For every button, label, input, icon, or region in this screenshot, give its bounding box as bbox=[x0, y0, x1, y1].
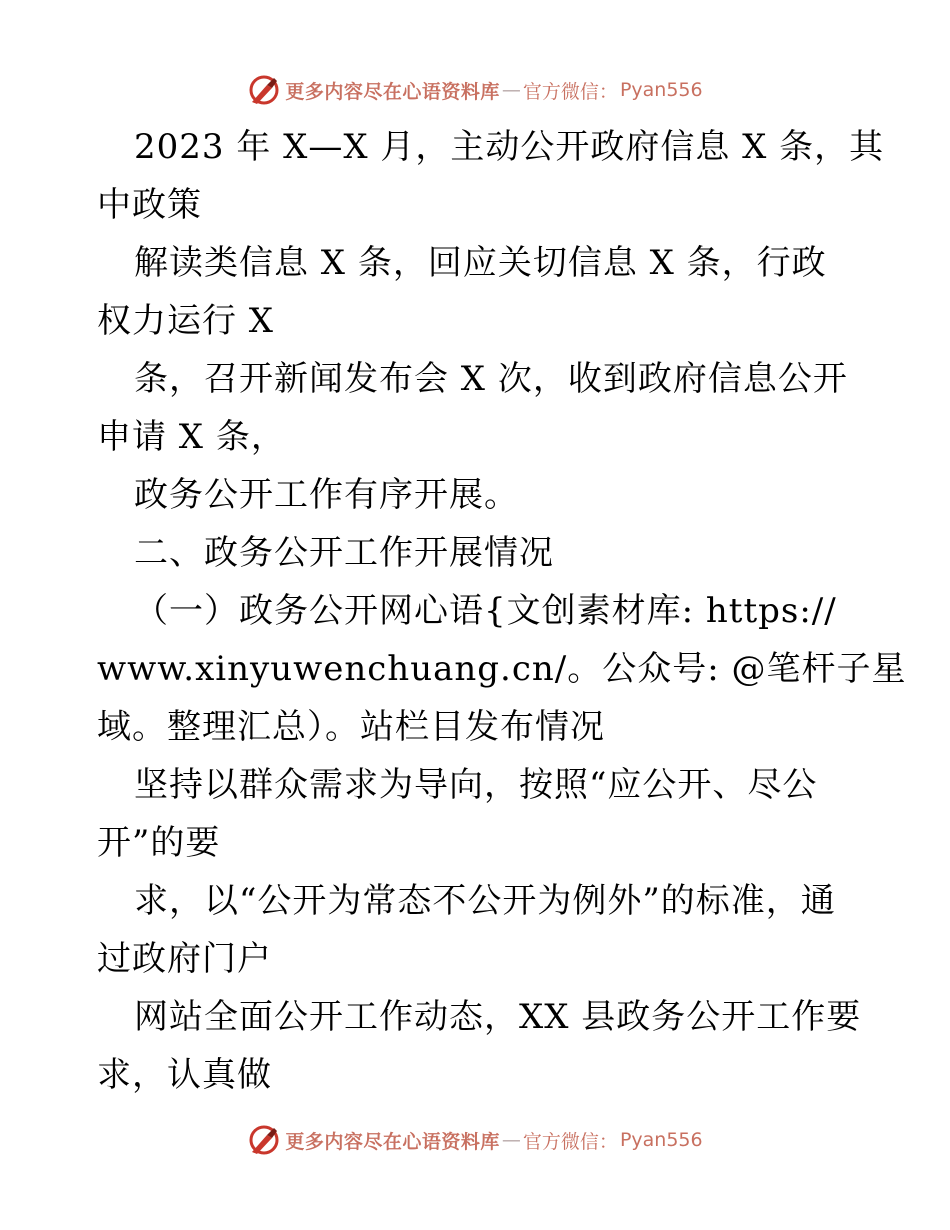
header-main-text: 更多内容尽在心语资料库 bbox=[285, 80, 500, 103]
text-line: 坚持以群众需求为导向，按照“应公开、尽公 bbox=[134, 765, 818, 805]
header-wechat-id: Pyan556 bbox=[619, 79, 703, 101]
footer-dash: — bbox=[501, 1129, 521, 1151]
text-line: 过政府门户 bbox=[97, 939, 272, 979]
text-line: 开”的要 bbox=[97, 823, 221, 863]
text-line: 政务公开工作有序开展。 bbox=[134, 475, 519, 515]
text-line: 求，认真做 bbox=[97, 1055, 272, 1095]
pen-logo-icon bbox=[247, 73, 281, 107]
footer-wechat-label: 官方微信： bbox=[522, 1130, 618, 1153]
pen-logo-icon bbox=[247, 1123, 281, 1157]
text-line: 求，以“公开为常态不公开为例外”的标准，通 bbox=[134, 881, 836, 921]
text-line: 域。整理汇总）。站栏目发布情况 bbox=[97, 707, 605, 747]
section-heading: 二、政务公开工作开展情况 bbox=[134, 533, 554, 573]
header-wechat-label: 官方微信： bbox=[522, 80, 618, 103]
footer-main-text: 更多内容尽在心语资料库 bbox=[285, 1130, 500, 1153]
header-dash: — bbox=[501, 79, 521, 101]
document-body bbox=[97, 118, 907, 1104]
text-line: 条，召开新闻发布会 X 次，收到政府信息公开 bbox=[134, 359, 848, 399]
footer-watermark bbox=[0, 1120, 950, 1160]
text-line: www.xinyuwenchuang.cn/。公众号: @笔杆子星 bbox=[97, 649, 907, 689]
text-line: 解读类信息 X 条，回应关切信息 X 条，行政 bbox=[134, 243, 827, 283]
text-line: 权力运行 X bbox=[97, 301, 275, 341]
text-line: 中政策 bbox=[97, 185, 202, 225]
text-line: 2023 年 X—X 月，主动公开政府信息 X 条，其 bbox=[134, 127, 885, 167]
text-line: 申请 X 条， bbox=[97, 417, 286, 457]
header-watermark bbox=[0, 70, 950, 110]
footer-wechat-id: Pyan556 bbox=[619, 1129, 703, 1151]
subsection-heading: （一）政务公开网心语{文创素材库: https:// bbox=[134, 591, 837, 631]
text-line: 网站全面公开工作动态，XX 县政务公开工作要 bbox=[134, 997, 862, 1037]
